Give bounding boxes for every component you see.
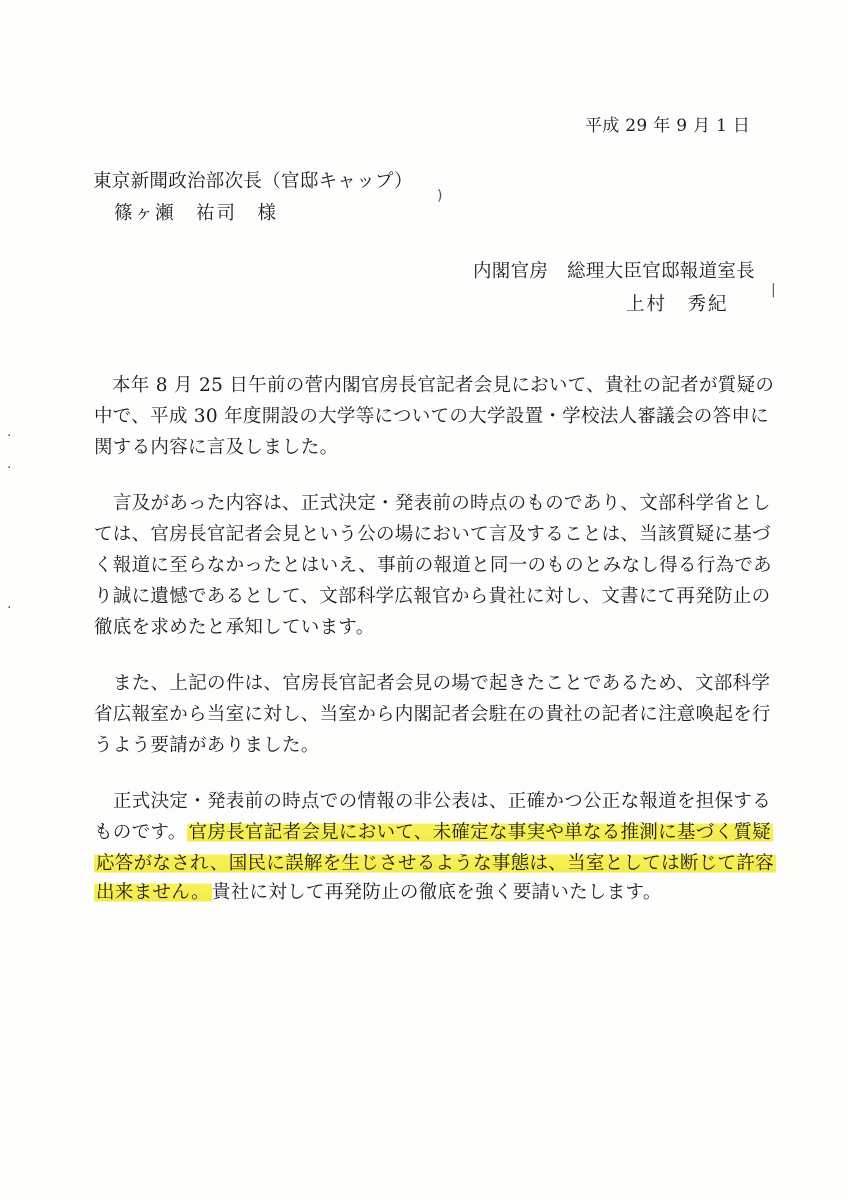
paragraph-line: り誠に遺憾であるとして、文部科学広報官から貴社に対し、文書にて再発防止の bbox=[94, 586, 771, 607]
paragraph-line: 関する内容に言及しました。 bbox=[94, 437, 339, 458]
paragraph-line: く報道に至らなかったとはいえ、事前の報道と同一のものとみなし得る行為であ bbox=[94, 555, 772, 576]
paragraph-line: 徹底を求めたと承知しています。 bbox=[94, 617, 375, 638]
recipient-name: 篠ヶ瀬 祐司 様 bbox=[114, 203, 279, 224]
paragraph-line: また、上記の件は、官房長官記者会見の場で起きたことであるため、文部科学 bbox=[113, 673, 771, 694]
plain-text: 貴社に対して再発防止の徹底を強く要請いたします。 bbox=[211, 882, 662, 903]
highlighted-text: 出来ません。 bbox=[96, 882, 210, 903]
paragraph-line: ては、官房長官記者会見という公の場において言及することは、当該質疑に基づ bbox=[94, 524, 771, 545]
paragraph-line: 本年 8 月 25 日午前の菅内閣官房長官記者会見において、貴社の記者が質疑の bbox=[112, 375, 775, 396]
paragraph-line bbox=[94, 821, 773, 845]
paragraph-line: 言及があった内容は、正式決定・発表前の時点のものであり、文部科学省とし bbox=[113, 493, 771, 514]
paragraph-line: 中で、平成 30 年度開設の大学等についての大学設置・学校法人審議会の答申に bbox=[94, 406, 769, 427]
scan-mark: · bbox=[7, 428, 12, 444]
sender-organization: 内閣官房 総理大臣官邸報道室長 bbox=[473, 261, 756, 282]
scan-mark: · bbox=[7, 460, 12, 476]
paragraph-line bbox=[94, 852, 776, 876]
paragraph-line: うよう要請がありました。 bbox=[94, 735, 320, 756]
paragraph-line bbox=[94, 881, 662, 905]
scan-mark: ) bbox=[437, 188, 443, 204]
letter-date: 平成 29 年 9 月 1 日 bbox=[585, 116, 751, 136]
plain-text: ものです。 bbox=[94, 822, 187, 843]
highlighted-text: 官房長官記者会見において、未確定な事実や単なる推測に基づく質疑 bbox=[188, 822, 771, 843]
scan-mark: · bbox=[7, 600, 12, 616]
paragraph-line: 省広報室から当室に対し、当室から内閣記者会駐在の貴社の記者に注意喚起を行 bbox=[94, 704, 771, 725]
sender-name: 上村 秀紀 bbox=[626, 294, 729, 315]
recipient-organization: 東京新聞政治部次長（官邸キャップ） bbox=[93, 171, 413, 192]
highlighted-text: 応答がなされ、国民に誤解を生じさせるような事態は、当室としては断じて許容 bbox=[96, 853, 774, 874]
paragraph-line: 正式決定・発表前の時点での情報の非公表は、正確かつ公正な報道を担保する bbox=[113, 791, 772, 812]
scan-mark: | bbox=[771, 282, 776, 298]
